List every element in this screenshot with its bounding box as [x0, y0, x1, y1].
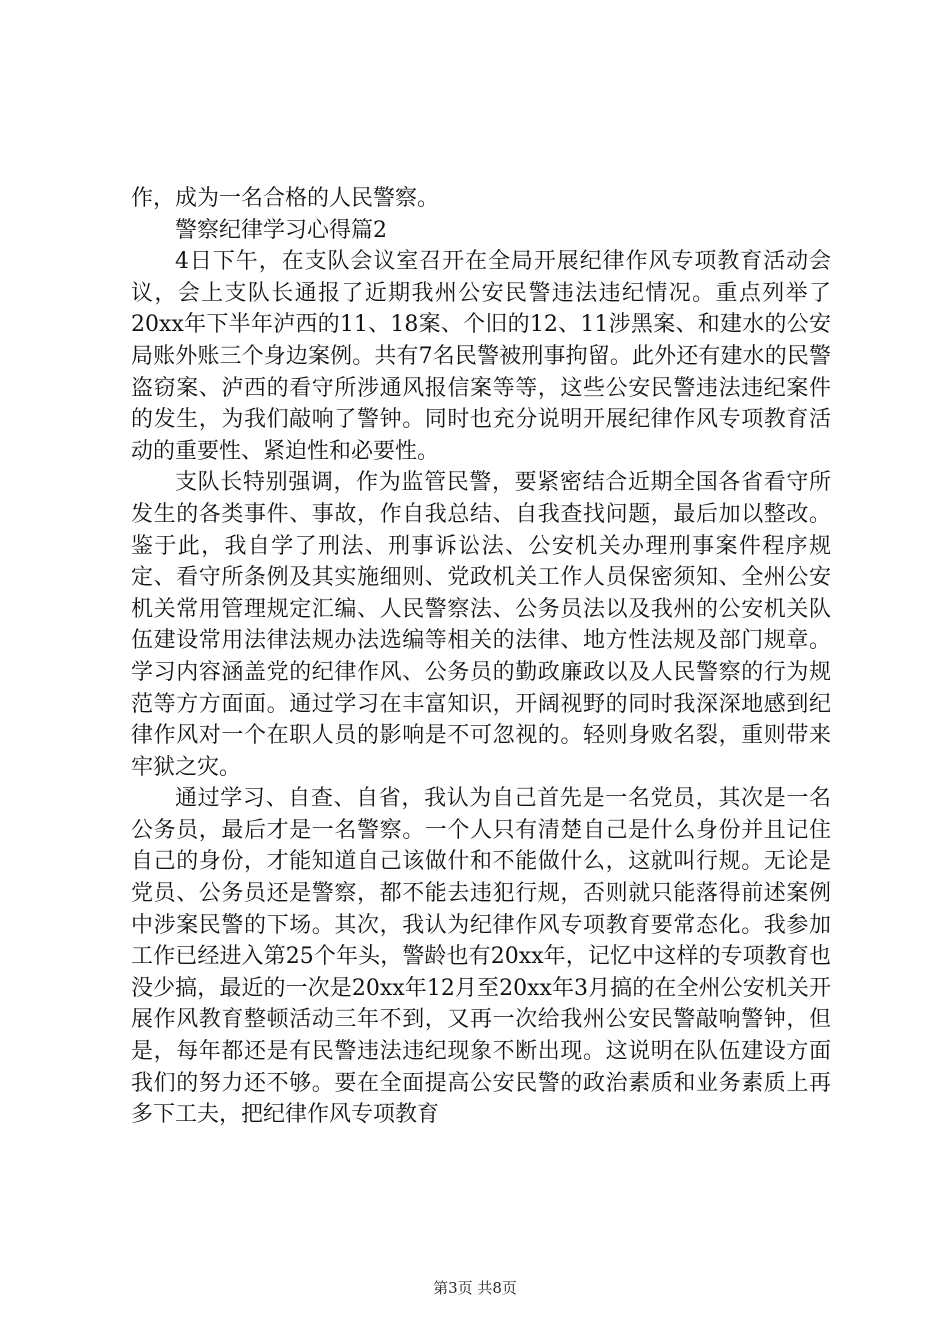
- body-paragraph: 4日下午，在支队会议室召开在全局开展纪律作风专项教育活动会议，会上支队长通报了近期我州公安民警违法违纪情况。重点列举了20xx年下半年泸西的11、18案、个旧的12、11涉黑案、和建水的公安局账外账三个身边案例。共有7名民警被刑事拘留。此外还有建水的民警盗窃案、泸西的看守所涉通风报信案等等，这些公安民警违法违纪案件的发生，为我们敲响了警钟。同时也充分说明开展纪律作风专项教育活动的重要性、紧迫性和必要性。: [131, 249, 831, 464]
- body-paragraph: 支队长特别强调，作为监管民警，要紧密结合近期全国各省看守所发生的各类事件、事故，作自我总结、自我查找问题，最后加以整改。鉴于此，我自学了刑法、刑事诉讼法、公安机关办理刑事案件程序规定、看守所条例及其实施细则、党政机关工作人员保密须知、全州公安机关常用管理规定汇编、人民警察法、公务员法以及我州的公安机关队伍建设常用法律法规办法选编等相关的法律、地方性法规及部门规章。学习内容涵盖党的纪律作风、公务员的勤政廉政以及人民警察的行为规范等方方面面。通过学习在丰富知识，开阔视野的同时我深深地感到纪律作风对一个在职人员的影响是不可忽视的。轻则身败名裂，重则带来牢狱之灾。: [131, 470, 831, 780]
- page-number-label: 第3页 共8页: [433, 1279, 517, 1297]
- continuation-paragraph: 作，成为一名合格的人民警察。: [131, 186, 440, 211]
- document-body: [131, 183, 831, 1131]
- section-heading: 警察纪律学习心得篇2: [175, 217, 387, 243]
- body-paragraph: 通过学习、自查、自省，我认为自己首先是一名党员，其次是一名公务员，最后才是一名警察。一个人只有清楚自己是什么身份并且记住自己的身份，才能知道自己该做什和不能做什么，这就叫行规。无论是党员、公务员还是警察，都不能去违犯行规，否则就只能落得前述案例中涉案民警的下场。其次，我认为纪律作风专项教育要常态化。我参加工作已经进入第25个年头，警龄也有20xx年，记忆中这样的专项教育也没少搞，最近的一次是20xx年12月至20xx年3月搞的在全州公安机关开展作风教育整顿活动三年不到，又再一次给我州公安民警敲响警钟，但是，每年都还是有民警违法违纪现象不断出现。这说明在队伍建设方面我们的努力还不够。要在全面提高公安民警的政治素质和业务素质上再多下工夫，把纪律作风专项教育: [131, 786, 831, 1128]
- page-footer: [0, 1277, 950, 1298]
